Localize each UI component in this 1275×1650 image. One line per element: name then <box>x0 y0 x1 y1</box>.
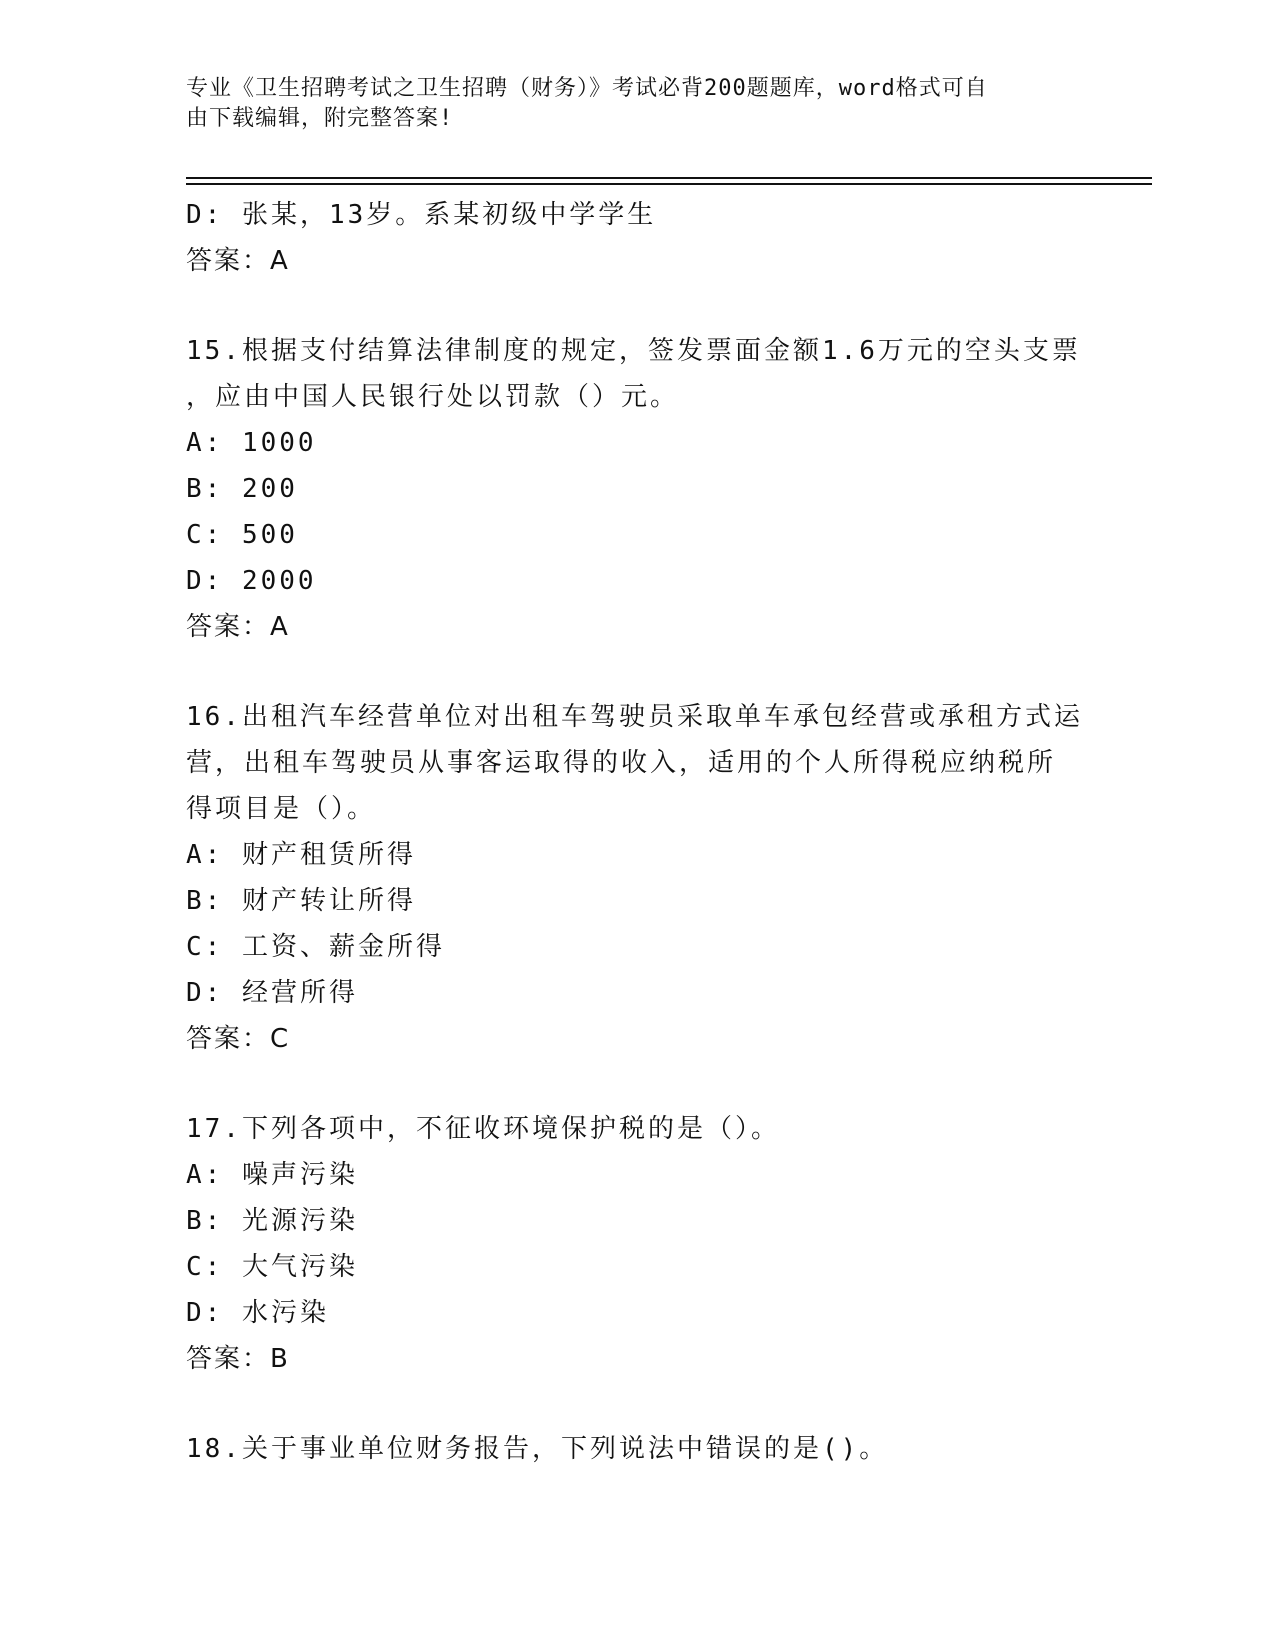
question-16 <box>186 694 1086 1062</box>
option-b: B: 光源污染 <box>186 1206 358 1236</box>
option-a: A: 噪声污染 <box>186 1160 358 1190</box>
answer: 答案：A <box>186 612 290 642</box>
question-text: 营，出租车驾驶员从事客运取得的收入，适用的个人所得税应纳税所 <box>186 748 1057 778</box>
answer: 答案：C <box>186 1024 291 1054</box>
question-text: 15.根据支付结算法律制度的规定，签发票面金额1.6万元的空头支票 <box>186 336 1081 366</box>
option-d: D: 张某，13岁。系某初级中学学生 <box>186 200 657 230</box>
question-17 <box>186 1106 1086 1382</box>
option-d: D: 2000 <box>186 566 317 596</box>
question-text: 18.关于事业单位财务报告，下列说法中错误的是()。 <box>186 1434 889 1464</box>
header-divider-top <box>186 177 1152 179</box>
document-header <box>186 74 1066 134</box>
option-a: A: 1000 <box>186 428 317 458</box>
option-d: D: 水污染 <box>186 1298 329 1328</box>
answer: 答案：A <box>186 246 290 276</box>
option-a: A: 财产租赁所得 <box>186 840 416 870</box>
question-list <box>186 192 1086 1472</box>
question-text: 得项目是（）。 <box>186 794 377 824</box>
option-c: C: 大气污染 <box>186 1252 358 1282</box>
option-c: C: 工资、薪金所得 <box>186 932 445 962</box>
question-text: ，应由中国人民银行处以罚款（）元。 <box>186 382 680 412</box>
option-b: B: 200 <box>186 474 298 504</box>
option-b: B: 财产转让所得 <box>186 886 416 916</box>
answer: 答案：B <box>186 1344 290 1374</box>
header-line-2: 由下载编辑，附完整答案! <box>186 106 454 131</box>
question-text: 17.下列各项中，不征收环境保护税的是（）。 <box>186 1114 780 1144</box>
question-18 <box>186 1426 1086 1472</box>
option-c: C: 500 <box>186 520 298 550</box>
option-d: D: 经营所得 <box>186 978 358 1008</box>
header-divider-bottom <box>186 183 1152 185</box>
question-text: 16.出租汽车经营单位对出租车驾驶员采取单车承包经营或承租方式运 <box>186 702 1083 732</box>
question-15 <box>186 328 1086 650</box>
header-line-1: 专业《卫生招聘考试之卫生招聘（财务）》考试必背200题题库，word格式可自 <box>186 76 988 101</box>
